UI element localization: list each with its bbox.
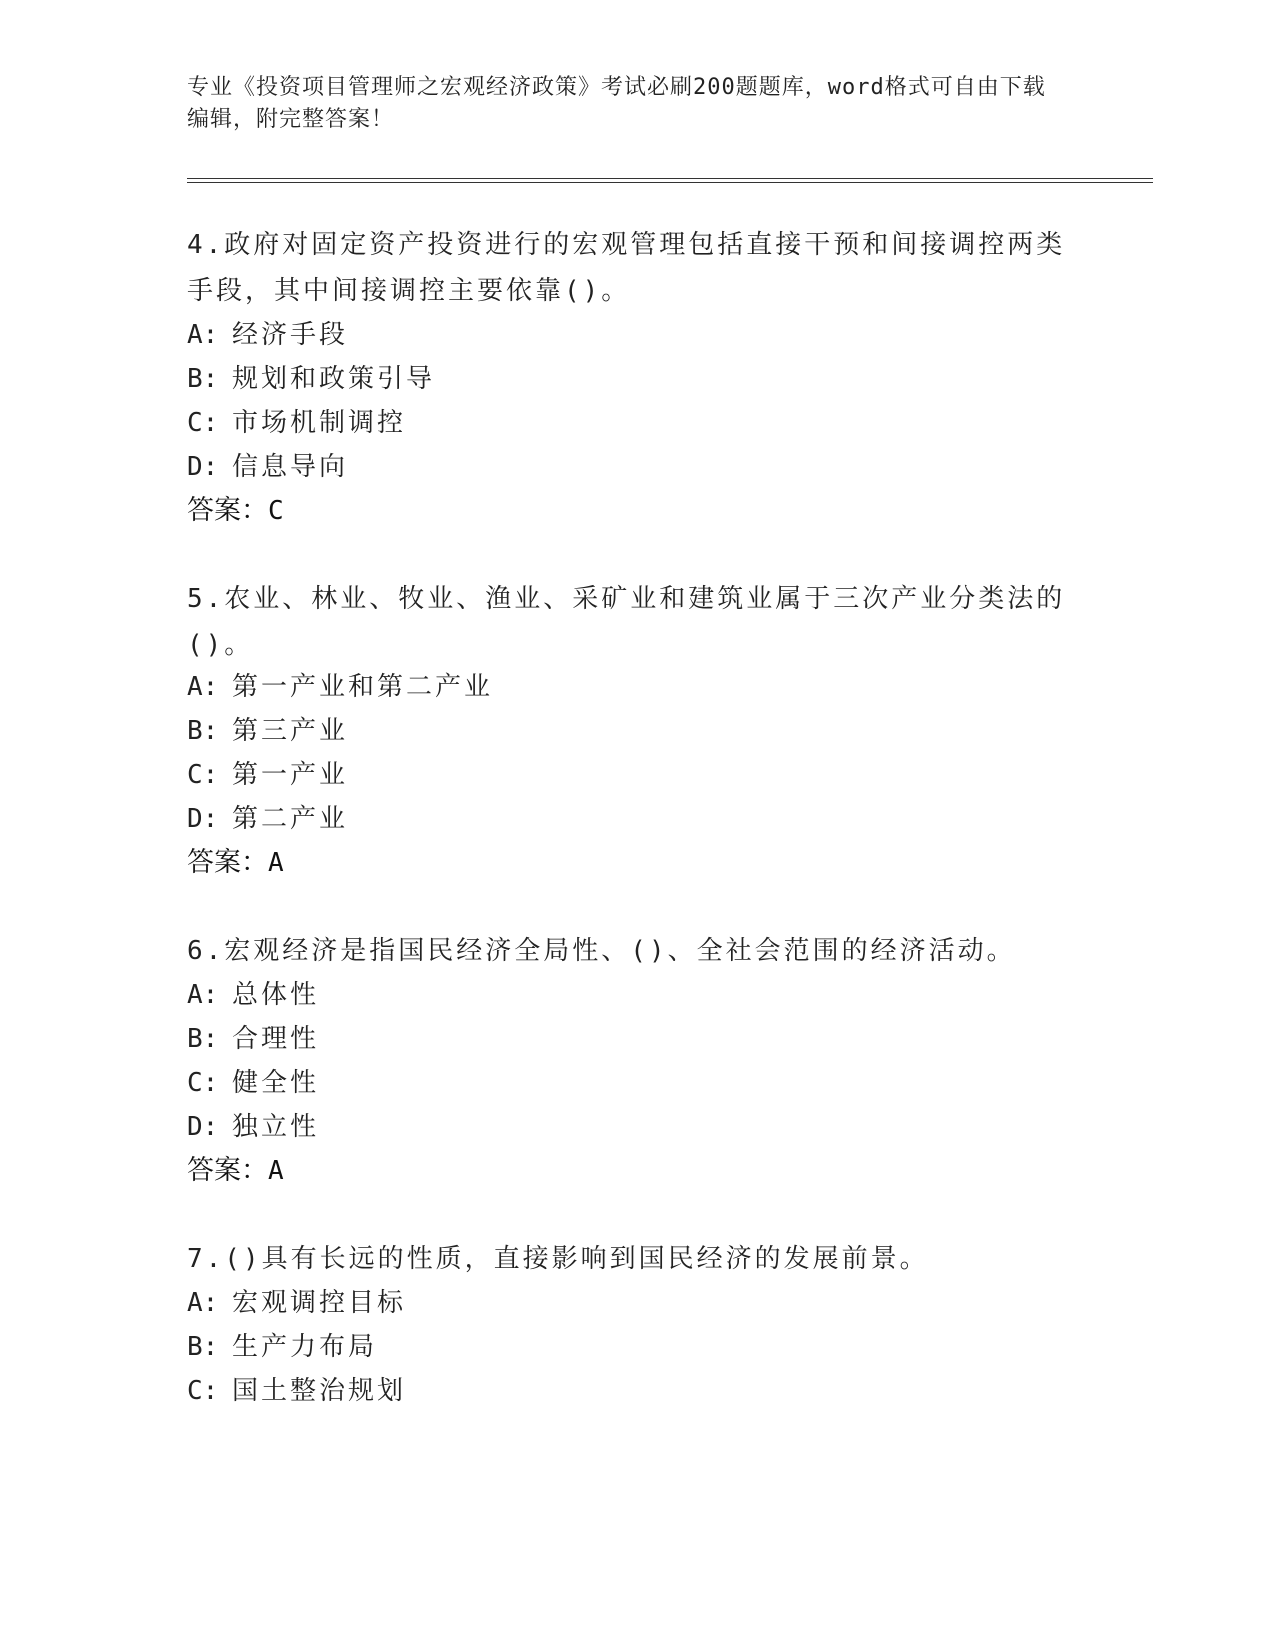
option-label: D: [187, 452, 219, 482]
option-label: D: [187, 804, 219, 834]
question-6-option-c [187, 1060, 1067, 1106]
option-label: A: [187, 980, 219, 1010]
option-label: C: [187, 1068, 219, 1098]
question-6-answer [187, 1148, 284, 1194]
option-label: B: [187, 1024, 219, 1054]
question-4-option-c [187, 400, 1067, 446]
option-text: 第一产业 [232, 760, 349, 790]
option-text: 生产力布局 [232, 1332, 378, 1362]
option-label: C: [187, 760, 219, 790]
header-divider-bottom [187, 182, 1153, 183]
option-text: 宏观调控目标 [232, 1288, 407, 1318]
question-7-option-b [187, 1324, 1067, 1370]
option-label: B: [187, 364, 219, 394]
answer-value: C [268, 496, 284, 526]
answer-label: 答案： [187, 847, 268, 878]
option-text: 规划和政策引导 [232, 364, 436, 394]
question-7-stem: 7.()具有长远的性质，直接影响到国民经济的发展前景。 [187, 1244, 929, 1274]
question-6-option-a [187, 972, 1067, 1018]
answer-label: 答案： [187, 1155, 268, 1186]
question-6-option-b [187, 1016, 1067, 1062]
question-5-option-b [187, 708, 1067, 754]
option-text: 市场机制调控 [232, 408, 407, 438]
question-5-option-d [187, 796, 1067, 842]
option-text: 第三产业 [232, 716, 349, 746]
option-text: 国土整治规划 [232, 1376, 407, 1406]
option-label: C: [187, 408, 219, 438]
option-label: A: [187, 1288, 219, 1318]
option-text: 第一产业和第二产业 [232, 672, 494, 702]
option-label: D: [187, 1112, 219, 1142]
question-5-option-c [187, 752, 1067, 798]
answer-value: A [268, 1156, 284, 1186]
option-label: C: [187, 1376, 219, 1406]
question-4-answer [187, 488, 284, 534]
option-label: B: [187, 1332, 219, 1362]
header-divider-top [187, 178, 1153, 179]
option-label: A: [187, 672, 219, 702]
question-6-stem: 6.宏观经济是指国民经济全局性、()、全社会范围的经济活动。 [187, 936, 1016, 966]
question-4-option-b [187, 356, 1067, 402]
question-7-option-c [187, 1368, 1067, 1414]
question-5-option-a [187, 664, 1067, 710]
option-label: B: [187, 716, 219, 746]
question-5-answer [187, 840, 284, 886]
option-text: 合理性 [232, 1024, 320, 1054]
question-4-stem: 4.政府对固定资产投资进行的宏观管理包括直接干预和间接调控两类手段，其中间接调控主要依靠()。 [187, 230, 1066, 306]
option-label: A: [187, 320, 219, 350]
question-4-option-a [187, 312, 1067, 358]
answer-label: 答案： [187, 495, 268, 526]
question-7-option-a [187, 1280, 1067, 1326]
option-text: 信息导向 [232, 452, 349, 482]
question-5-stem: 5.农业、林业、牧业、渔业、采矿业和建筑业属于三次产业分类法的()。 [187, 584, 1066, 660]
question-4-option-d [187, 444, 1067, 490]
option-text: 独立性 [232, 1112, 320, 1142]
option-text: 经济手段 [232, 320, 349, 350]
option-text: 健全性 [232, 1068, 320, 1098]
question-6-option-d [187, 1104, 1067, 1150]
document-header: 专业《投资项目管理师之宏观经济政策》考试必刷200题题库，word格式可自由下载编辑，附完整答案！ [187, 75, 1046, 132]
option-text: 第二产业 [232, 804, 349, 834]
answer-value: A [268, 848, 284, 878]
option-text: 总体性 [232, 980, 320, 1010]
